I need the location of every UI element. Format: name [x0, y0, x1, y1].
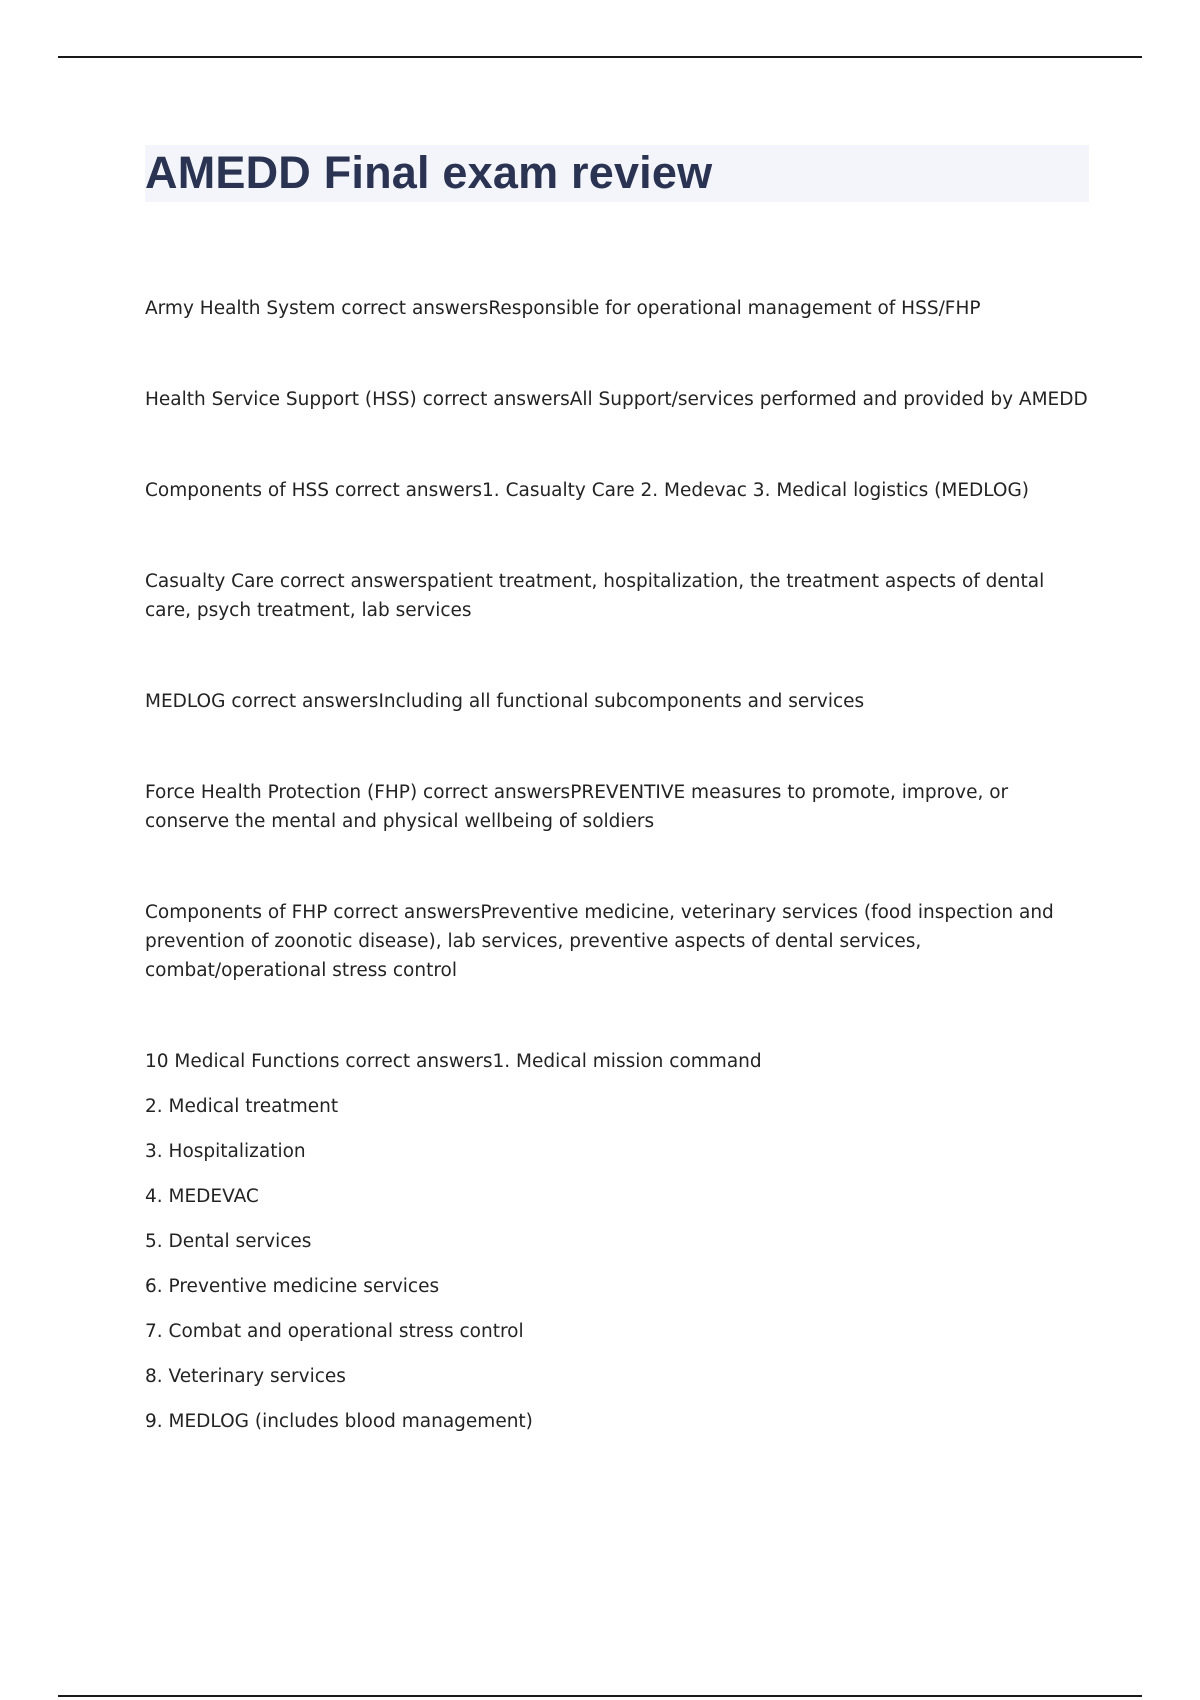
bottom-rule — [58, 1695, 1142, 1697]
qa-entry — [145, 294, 1090, 323]
qa-entry — [145, 1047, 1090, 1076]
qa-answer: Including all functional subcomponents and services — [378, 691, 865, 712]
qa-answer: Responsible for operational management of HSS/FHP — [488, 298, 981, 319]
page-title: AMEDD Final exam review — [145, 147, 713, 198]
qa-entry — [145, 898, 1090, 985]
qa-entry — [145, 476, 1090, 505]
qa-term: 10 Medical Functions correct answers — [145, 1051, 493, 1072]
qa-answer: All Support/services performed and provided by AMEDD — [569, 389, 1088, 410]
list-item: 2. Medical treatment — [145, 1096, 339, 1117]
qa-term: MEDLOG correct answers — [145, 691, 379, 712]
qa-term: Force Health Protection (FHP) correct answers — [145, 782, 571, 803]
qa-entry — [145, 687, 1090, 716]
top-rule — [58, 56, 1142, 58]
qa-term: Components of FHP correct answers — [145, 902, 481, 923]
qa-entry — [145, 567, 1090, 625]
list-item: 4. MEDEVAC — [145, 1186, 259, 1207]
qa-term: Army Health System correct answers — [145, 298, 489, 319]
qa-answer: 1. Medical mission command — [492, 1051, 762, 1072]
qa-entry — [145, 778, 1090, 836]
list-item: 8. Veterinary services — [145, 1366, 346, 1387]
document-body — [145, 294, 1090, 1452]
qa-answer: PREVENTIVE measures to promote, improve, or conserve the mental and physical wellbeing of soldiers — [145, 782, 1009, 832]
qa-answer: Preventive medicine, veterinary services (food inspection and prevention of zoonotic disease), lab services, preventive aspects of dental services, combat/operational stress control — [145, 902, 1054, 981]
qa-answer: 1. Casualty Care 2. Medevac 3. Medical logistics (MEDLOG) — [482, 480, 1030, 501]
qa-term: Casualty Care correct answers — [145, 571, 428, 592]
list-item: 7. Combat and operational stress control — [145, 1321, 524, 1342]
list-item: 3. Hospitalization — [145, 1141, 306, 1162]
list-item: 9. MEDLOG (includes blood management) — [145, 1411, 533, 1432]
qa-answer: patient treatment, hospitalization, the treatment aspects of dental care, psych treatment, lab services — [145, 571, 1045, 621]
qa-term: Health Service Support (HSS) correct answers — [145, 389, 570, 410]
list-item: 6. Preventive medicine services — [145, 1276, 440, 1297]
list-item: 5. Dental services — [145, 1231, 312, 1252]
qa-entry — [145, 385, 1090, 414]
qa-term: Components of HSS correct answers — [145, 480, 483, 501]
